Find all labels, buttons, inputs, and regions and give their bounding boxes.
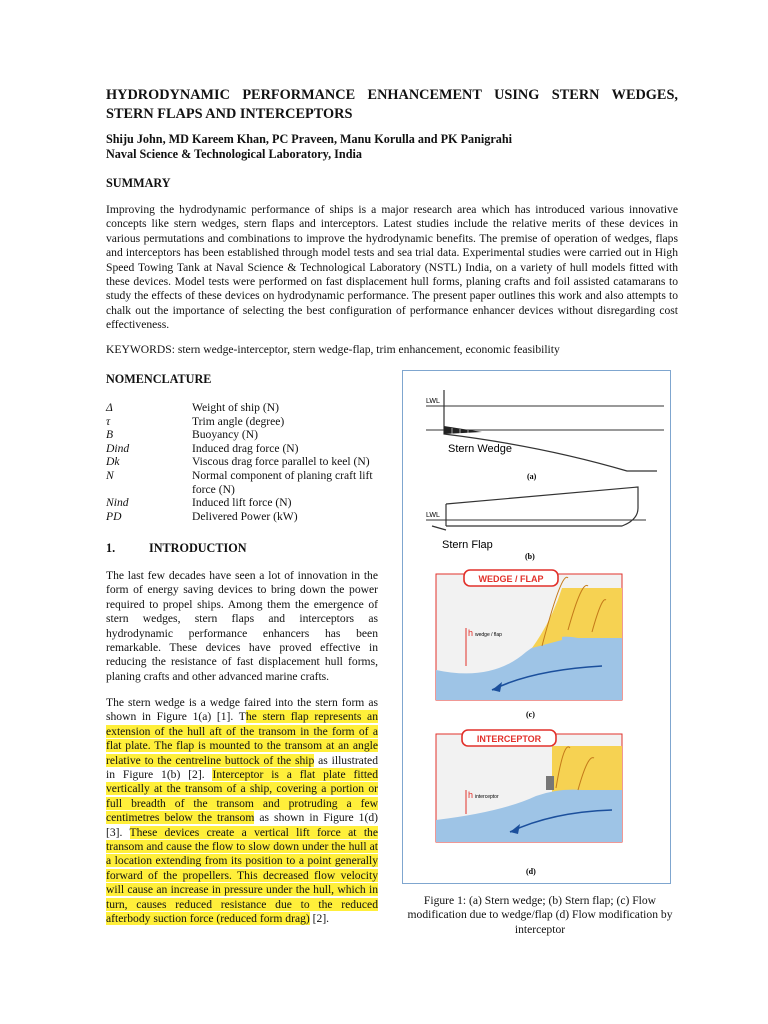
text-run: The stern wedge is a wedge faired into the stern form as shown in Figure 1(a) [1]. T <box>106 696 378 724</box>
intro-paragraph-1: The last few decades have seen a lot of innovation in the form of energy saving devices to bring down the power required to propel ships. Among them the emergence of stern wedges, stern flaps and interceptors as hydrodynamic performance enhancers has been remarkable. These devices have proved effective in reducing the resistance of fast displacement hull forms, planing crafts and other advanced marine crafts. <box>106 569 378 683</box>
nomenclature-row <box>106 496 378 510</box>
keywords: KEYWORDS: stern wedge-interceptor, stern wedge-flap, trim enhancement, economic feasibility <box>106 343 560 356</box>
figure-1d-interceptor-flow <box>436 730 622 876</box>
h-label: h <box>468 790 474 800</box>
summary-text: Improving the hydrodynamic performance of ships is a major research area which has introduced various innovative concepts like stern wedges, stern flaps and interceptors. Latest studies include the relative merits of these devices in various permutations and combinations to improve the hydrodynamic benefits. The premise of operation of wedges, flaps and interceptors has been established through model tests and sea trial data. Experimental studies were carried out in High Speed Towing Tank at Naval Science & Technological Laboratory (NSTL) India, on a variety of hull models fitted with these devices. Model tests were performed on fast displacement hull forms, planing crafts and foil assisted catamarans to study the effects of these devices on hydrodynamic performance. The present paper outlines this work and also attempts to chalk out the importance of selecting the best configuration of performance enhancer devices without disregarding cost effectiveness. <box>106 203 678 332</box>
nomenclature-row <box>106 401 378 415</box>
figure-label-c: (c) <box>526 710 535 719</box>
lwl-label: LWL <box>426 512 440 519</box>
nomenclature-row <box>106 455 378 469</box>
interceptor-banner: INTERCEPTOR <box>476 734 542 744</box>
highlighted-text: Interceptor is a flat plate fitted vertically at the transom of a ship, covering a portion or full breadth of the transom and protruding a few centimetres below the transom <box>106 768 378 825</box>
lwl-label: LWL <box>426 398 440 405</box>
summary-heading: SUMMARY <box>106 176 171 190</box>
highlighted-text: These devices create a vertical lift force at the transom and cause the flow to slow down under the hull at a location extending from its position to a point generally forward of the propellers. This decreased flow velocity will cause an increase in pressure under the hull, which in turn, causes reduced resistance due to the reduced afterbody suction force (reduced form drag) <box>106 825 378 926</box>
symbol: N <box>106 468 114 482</box>
figure-label-d: (d) <box>526 867 536 876</box>
stern-flap-label: Stern Flap <box>442 539 493 551</box>
symbol: Dk <box>106 455 120 469</box>
symbol: Nind <box>106 496 129 510</box>
definition: Induced drag force (N) <box>192 441 299 455</box>
wedge-flap-banner: WEDGE / FLAP <box>478 574 544 584</box>
h-interceptor-sub: interceptor <box>475 794 499 800</box>
h-wedge-sub: wedge / flap <box>475 632 502 638</box>
definition: Buoyancy (N) <box>192 428 259 442</box>
figure-1 <box>402 370 671 884</box>
flap-shape <box>432 526 446 530</box>
nomenclature-row <box>106 469 378 496</box>
stern-wedge-label: Stern Wedge <box>448 443 513 455</box>
section-number: 1. <box>106 541 116 555</box>
text-run: [2]. <box>309 912 330 926</box>
nomenclature-row <box>106 442 378 456</box>
paper-title <box>106 86 678 124</box>
nomenclature-row <box>106 428 378 442</box>
figure-caption: Figure 1: (a) Stern wedge; (b) Stern flap; (c) Flow modification due to wedge/flap (d) Flow modification by interceptor <box>407 894 673 936</box>
interceptor-plate <box>546 776 554 790</box>
figure-label-b: (b) <box>525 552 535 561</box>
intro-paragraph-2 <box>106 696 378 927</box>
definition: Delivered Power (kW) <box>192 509 298 523</box>
definition: Induced lift force (N) <box>192 496 292 510</box>
highlighted-text: he stern flap represents an extension of the hull aft of the transom in the form of a flat plate. The flap is mounted to the transom at an angle relative to the centreline buttock of the ship <box>106 710 378 767</box>
symbol: Dind <box>106 441 130 455</box>
nomenclature-heading: NOMENCLATURE <box>106 372 212 386</box>
symbol: Δ <box>106 401 113 414</box>
h-label: h <box>468 628 474 638</box>
section-heading <box>106 541 247 556</box>
symbol: τ <box>106 414 111 428</box>
text-run: as shown in Figure 1(d) [3]. <box>106 811 379 839</box>
definition: Weight of ship (N) <box>192 401 279 414</box>
definition: Trim angle (degree) <box>192 414 285 428</box>
figure-label-a: (a) <box>527 472 537 481</box>
nomenclature-table <box>106 401 378 523</box>
nomenclature-row <box>106 510 378 524</box>
figure-1a-stern-wedge <box>426 390 664 481</box>
figure-1b-stern-flap <box>426 487 646 561</box>
symbol: B <box>106 428 114 442</box>
nomenclature-row <box>106 415 378 429</box>
figure-1c-wedge-flap-flow <box>436 570 622 719</box>
definition: Viscous drag force parallel to keel (N) <box>192 455 370 469</box>
author-block <box>106 132 512 162</box>
title-line-1: HYDRODYNAMIC PERFORMANCE ENHANCEMENT USING STERN WEDGES, <box>106 87 678 103</box>
text-run: as illustrated in Figure 1(b) [2]. <box>106 753 378 782</box>
section-title: INTRODUCTION <box>149 541 247 555</box>
author-names: Shiju John, MD Kareem Khan, PC Praveen, Manu Korulla and PK Panigrahi <box>106 132 513 146</box>
symbol: PD <box>106 509 122 523</box>
definition: Normal component of planing craft lift force (N) <box>192 468 373 496</box>
author-affiliation: Naval Science & Technological Laboratory, India <box>106 147 362 161</box>
title-line-2: STERN FLAPS AND INTERCEPTORS <box>106 106 353 122</box>
